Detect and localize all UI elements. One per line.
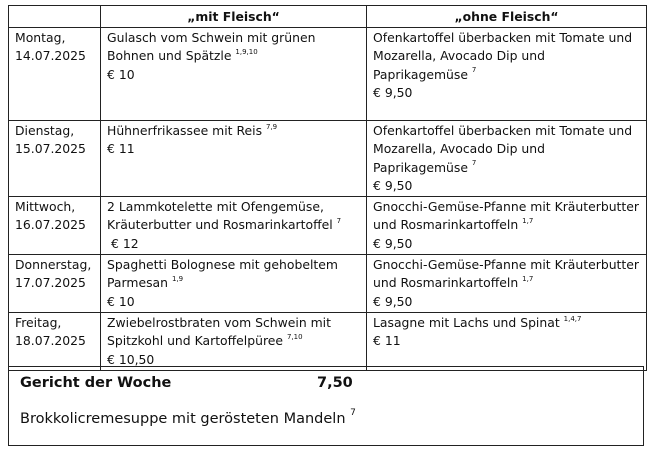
day-cell [9,255,101,313]
day-name: Mittwoch, [15,199,76,215]
allergen-codes: 1,4,7 [563,314,582,323]
veg-price: € 9,50 [373,293,413,309]
weekly-dish-name: Brokkolicremesuppe mit gerösteten Mandeln [20,411,346,427]
veg-cell [367,197,647,255]
table-row [9,121,647,197]
day-cell [9,197,101,255]
veg-price: € 9,50 [373,235,413,251]
allergen-codes: 7 [350,408,356,419]
header-meat: „mit Fleisch“ [101,6,367,28]
veg-cell [367,121,647,197]
table-row [9,312,647,370]
meat-dish: 2 Lammkotelette mit Ofengemüse, Kräuterbutter und Rosmarinkartoffel [107,199,333,233]
day-name: Donnerstag, [15,257,92,273]
veg-dish: Gnocchi-Gemüse-Pfanne mit Kräuterbutter und Rosmarinkartoffeln [373,257,639,291]
allergen-codes: 7,9 [265,122,278,131]
meat-dish: Hühnerfrikassee mit Reis [107,123,263,138]
dish-of-the-week-title: Gericht der Woche [20,375,172,391]
allergen-codes: 7,10 [286,333,303,342]
meat-cell [101,312,367,370]
veg-dish: Ofenkartoffel überbacken mit Tomate und Mozarella, Avocado Dip und Paprikagemüse [373,30,633,82]
veg-price: € 9,50 [373,177,413,193]
allergen-codes: 7 [471,66,477,75]
meat-price: € 12 [111,235,139,251]
day-date: 18.07.2025 [15,333,86,349]
veg-dish: Ofenkartoffel überbacken mit Tomate und Mozarella, Avocado Dip und Paprikagemüse [373,123,633,175]
veg-cell [367,255,647,313]
dish-of-the-week-price: 7,50 [317,375,353,391]
veg-price: € 11 [373,333,401,349]
meat-price: € 11 [107,141,135,157]
veg-cell [367,312,647,370]
meat-cell [101,121,367,197]
table-row [9,255,647,313]
day-cell [9,312,101,370]
meat-cell [101,255,367,313]
meat-dish: Zwiebelrostbraten vom Schwein mit Spitzkohl und Kartoffelpüree [107,314,331,349]
day-date: 16.07.2025 [15,217,86,233]
allergen-codes: 1,9,10 [235,48,258,57]
veg-cell [367,28,647,121]
weekly-menu-table [8,5,647,371]
allergen-codes: 7 [336,217,342,226]
table-header-row [9,6,647,28]
veg-dish: Gnocchi-Gemüse-Pfanne mit Kräuterbutter und Rosmarinkartoffeln [373,199,639,233]
day-name: Montag, [15,30,66,45]
dish-of-the-week-dish [20,408,356,427]
allergen-codes: 1,9 [171,275,184,284]
meat-dish: Spaghetti Bolognese mit gehobeltem Parmesan [107,257,338,291]
day-name: Freitag, [15,314,62,330]
allergen-codes: 1,7 [522,217,534,226]
veg-dish: Lasagne mit Lachs und Spinat [373,314,560,330]
header-day [9,6,101,28]
meat-price: € 10 [107,66,135,82]
day-name: Dienstag, [15,123,75,138]
veg-price: € 9,50 [373,84,413,100]
day-date: 17.07.2025 [15,275,86,291]
day-cell [9,121,101,197]
meat-cell [101,28,367,121]
dish-of-the-week-box [8,366,644,446]
day-cell [9,28,101,121]
allergen-codes: 7 [471,159,477,168]
meat-dish: Gulasch vom Schwein mit grünen Bohnen und Spätzle [107,30,316,64]
header-veg: „ohne Fleisch“ [367,6,647,28]
meat-price: € 10,50 [107,351,155,367]
meat-price: € 10 [107,293,135,309]
table-row [9,28,647,121]
allergen-codes: 1,7 [522,275,534,284]
day-date: 15.07.2025 [15,141,86,157]
table-row [9,197,647,255]
day-date: 14.07.2025 [15,48,86,64]
meat-cell [101,197,367,255]
